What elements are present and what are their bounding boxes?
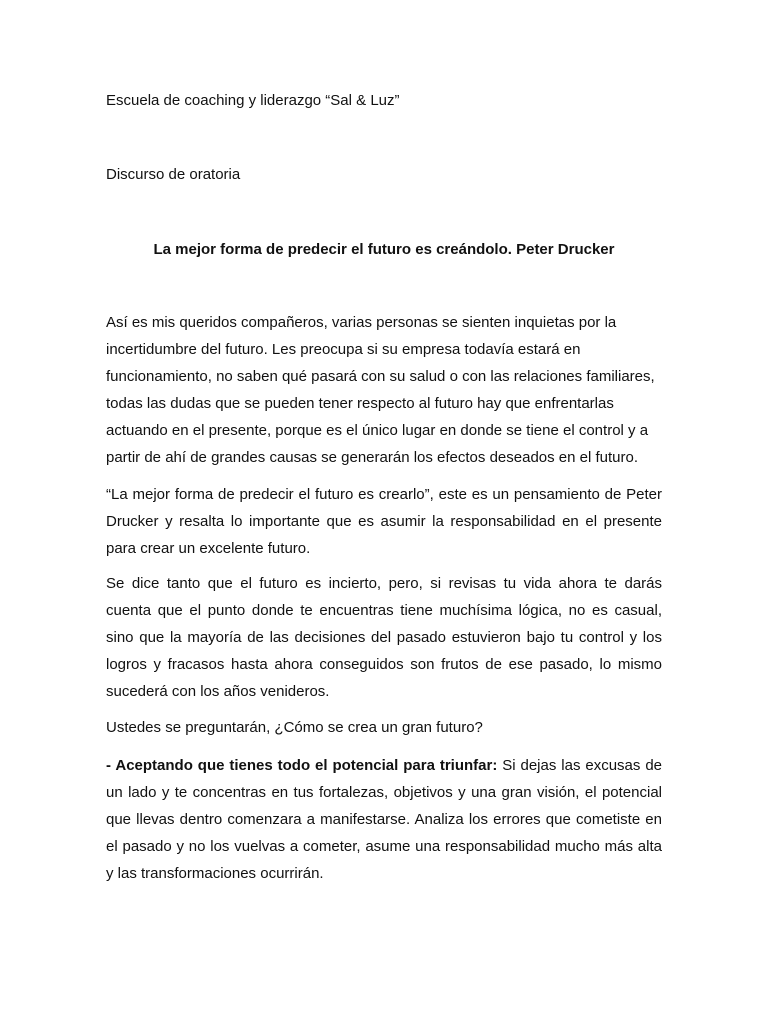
- paragraph-1: [106, 309, 662, 471]
- paragraph-line: [106, 752, 662, 779]
- paragraph-line: el pasado y no los vuelvas a cometer, asume una responsabilidad mucho más alta: [106, 838, 662, 855]
- paragraph-line: un lado y te concentras en tus fortalezas, objetivos y una gran visión, el potencial: [106, 784, 662, 801]
- paragraph-line: Se dice tanto que el futuro es incierto, pero, si revisas tu vida ahora te darás: [106, 575, 662, 592]
- paragraph-4: [106, 714, 662, 741]
- paragraph-5: [106, 752, 662, 887]
- paragraph-line: y las transformaciones ocurrirán.: [106, 865, 324, 882]
- paragraph-line: incertidumbre del futuro. Les preocupa si su empresa todavía estará en: [106, 341, 581, 358]
- paragraph-line: sucederá con los años venideros.: [106, 683, 330, 700]
- paragraph-3: [106, 570, 662, 705]
- speech-title: La mejor forma de predecir el futuro es creándolo. Peter Drucker: [153, 241, 615, 258]
- paragraph-line: actuando en el presente, porque es el único lugar en donde se tiene el control y a: [106, 422, 649, 439]
- paragraph-line: logros y fracasos hasta ahora conseguidos son frutos de ese pasado, lo mismo: [106, 656, 662, 673]
- bold-lead: - Aceptando que tienes todo el potencial para triunfar:: [106, 757, 498, 774]
- lead-continuation: Si dejas las excusas de: [497, 757, 662, 774]
- paragraph-2: [106, 481, 662, 562]
- paragraph-line: todas las dudas que se pueden tener respecto al futuro hay que enfrentarlas: [106, 395, 614, 412]
- document-subtitle: Discurso de oratoria: [106, 166, 241, 183]
- paragraph-line: Ustedes se preguntarán, ¿Cómo se crea un gran futuro?: [106, 719, 483, 736]
- paragraph-line: funcionamiento, no saben qué pasará con su salud o con las relaciones familiares,: [106, 368, 655, 385]
- paragraph-line: sino que la mayoría de las decisiones del pasado estuvieron bajo tu control y los: [106, 629, 662, 646]
- paragraph-line: Así es mis queridos compañeros, varias personas se sienten inquietas por la: [106, 314, 617, 331]
- school-name: Escuela de coaching y liderazgo “Sal & Luz”: [106, 92, 400, 109]
- paragraph-line: que llevas dentro comenzara a manifestarse. Analiza los errores que cometiste en: [106, 811, 662, 828]
- paragraph-line: partir de ahí de grandes causas se generarán los efectos deseados en el futuro.: [106, 449, 639, 466]
- paragraph-line: “La mejor forma de predecir el futuro es crearlo”, este es un pensamiento de Peter: [106, 486, 662, 503]
- paragraph-line: para crear un excelente futuro.: [106, 540, 311, 557]
- paragraph-line: cuenta que el punto donde te encuentras tiene muchísima lógica, no es casual,: [106, 602, 662, 619]
- paragraph-line: Drucker y resalta lo importante que es asumir la responsabilidad en el presente: [106, 513, 662, 530]
